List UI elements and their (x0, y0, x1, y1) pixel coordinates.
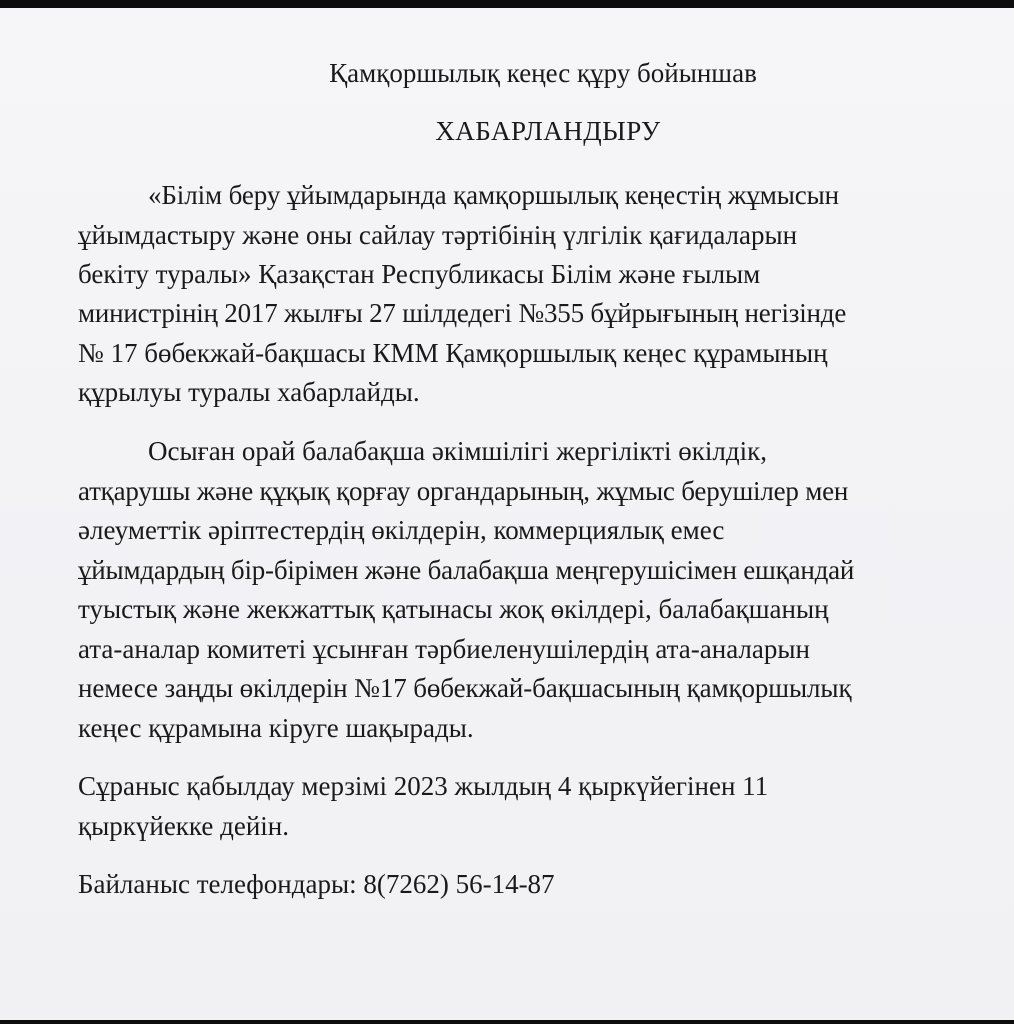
contact-phones: Байланыс телефондары: 8(7262) 56-14-87 (78, 869, 555, 899)
paragraph2-line: әлеуметтік әріптестердің өкілдерін, коммерциялық емес (78, 515, 725, 545)
paragraph1-line: құрылуы туралы хабарлайды. (78, 377, 420, 407)
paragraph2-line: Осыған орай балабақша әкімшілігі жергілікті өкілдік, (148, 436, 767, 466)
paragraph1-line: бекіту туралы» Қазақстан Республикасы Білім және ғылым (78, 259, 761, 289)
document-subtitle: Қамқоршылық кеңес құру бойыншав (329, 58, 757, 88)
paragraph1-line: «Білім беру ұйымдарында қамқоршылық кеңестің жұмысын (148, 180, 840, 210)
paper-sheet (0, 8, 1014, 1020)
paragraph1-line: № 17 бөбекжай-бақшасы КММ Қамқоршылық кеңес құрамының (78, 338, 828, 368)
paragraph1-line: министрінің 2017 жылғы 27 шілдедегі №355 бұйрығының негізінде (78, 298, 847, 328)
deadline-line: қыркүйекке дейін. (78, 811, 289, 841)
paragraph2-line: туыстық және жекжаттық қатынасы жоқ өкілдері, балабақшаның (78, 594, 829, 624)
paragraph1-line: ұйымдастыру және оны сайлау тәртібінің үлгілік қағидаларын (78, 220, 798, 250)
deadline-line: Сұраныс қабылдау мерзімі 2023 жылдың 4 қыркүйегінен 11 (78, 771, 769, 801)
document-title: ХАБАРЛАНДЫРУ (435, 116, 661, 146)
paragraph2-line: ата-аналар комитеті ұсынған тәрбиеленушілердің ата-аналарын (78, 634, 810, 664)
paragraph2-line: атқарушы және құқық қорғау органдарының, жұмыс берушілер мен (78, 476, 849, 506)
paragraph2-line: немесе заңды өкілдерін №17 бөбекжай-бақшасының қамқоршылық (78, 673, 852, 703)
paragraph2-line: ұйымдардың бір-бірімен және балабақша меңгерушісімен ешқандай (78, 555, 855, 585)
paragraph2-line: кеңес құрамына кіруге шақырады. (78, 713, 474, 743)
